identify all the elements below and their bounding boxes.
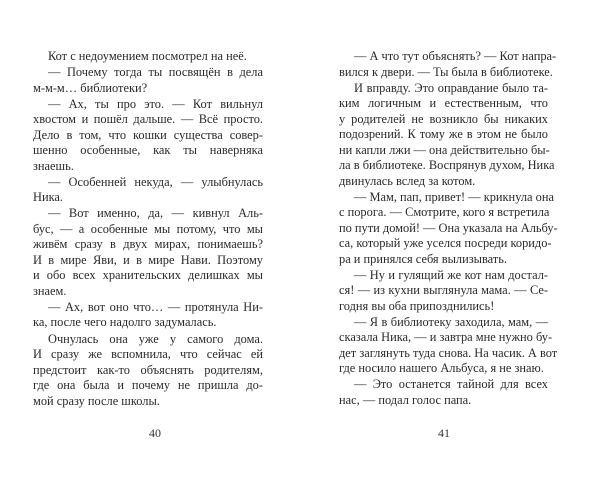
- text-line: где она была и почему не пришла до-: [33, 378, 263, 393]
- text-line: — А что тут объяснять? — Кот напра-: [354, 49, 557, 63]
- text-line: сказала Ника, — и завтра мне нужно бу-: [339, 330, 553, 345]
- right-page-text: [339, 49, 558, 409]
- text-line: двинулась вслед за котом.: [339, 173, 476, 188]
- text-line: ла в библиотеке. Воспрянув духом, Ника: [339, 158, 555, 173]
- text-line: — Особенней некуда, — улыбнулась: [48, 174, 263, 189]
- text-line: — Я в библиотеку заходила, мам, —: [354, 314, 548, 329]
- text-line: вился к двери. — Ты была в библиотеке.: [339, 64, 553, 79]
- text-line: — Ах, ты про это. — Кот вильнул: [48, 96, 263, 111]
- page-number-left: 40: [149, 426, 161, 440]
- text-line: с порога. — Смотрите, кого я встретила: [339, 205, 550, 220]
- text-line: предстоит как-то объяснять родителям,: [33, 362, 263, 377]
- text-line: ким логичным и естественным, что: [339, 96, 548, 111]
- text-line: — Вот именно, да, — кивнул Аль-: [48, 206, 263, 221]
- text-line: шенно особенные, как ты наверняка: [33, 143, 263, 158]
- text-line: подозрений. К тому же в этом не было: [339, 127, 548, 142]
- text-line: где носило нашего Альбуса, я не знаю.: [339, 361, 544, 376]
- page-number-right: 41: [438, 426, 450, 440]
- text-line: годня вы оба припозднились!: [339, 298, 495, 313]
- text-line: нас, — подал голос папа.: [339, 392, 472, 407]
- text-line: бус, — а особенные мы потому, что мы: [33, 221, 263, 236]
- text-line: — Мам, пап, привет! — крикнула она: [354, 189, 554, 204]
- text-line: ка, после чего надолго задумалась.: [33, 315, 217, 330]
- text-line: дет заглянуть туда снова. На часик. А вот: [339, 345, 558, 360]
- text-line: м-м-м… библиотеки?: [33, 80, 148, 95]
- text-line: — Это останется тайной для всех: [354, 377, 548, 392]
- text-line: Кот с недоумением посмотрел на неё.: [48, 49, 247, 63]
- text-line: знаем.: [33, 283, 67, 298]
- text-line: Очнулась она уже у самого дома.: [48, 331, 263, 346]
- text-line: живём сразу в двух мирах, понимаешь?: [33, 237, 263, 252]
- text-line: И сразу же вспомнила, что сейчас ей: [33, 347, 263, 362]
- text-line: — Почему тогда ты посвящён в дела: [48, 65, 263, 80]
- text-line: ра и принялся себя вылизывать.: [339, 251, 507, 266]
- text-line: знаешь.: [33, 158, 74, 173]
- text-line: ни капли лжи — она действительно бы-: [339, 142, 550, 157]
- text-line: по пути домой! — Она указала на Альбу-: [339, 220, 558, 235]
- text-line: — Ах, вот оно что… — протянула Ни-: [48, 299, 263, 314]
- text-line: И вправду. Это оправдание было та-: [354, 80, 548, 95]
- left-page-text: [33, 49, 263, 410]
- text-line: Дело в том, что кошки существа совер-: [33, 127, 263, 142]
- text-line: Ника.: [33, 190, 64, 205]
- text-line: — Ну и гулящий же кот нам достал-: [354, 267, 548, 282]
- text-line: са, который уже уселся посреди коридо-: [339, 236, 552, 251]
- text-line: мой сразу после школы.: [33, 393, 160, 408]
- text-line: И в мире Яви, и в мире Нави. Поэтому: [33, 252, 263, 267]
- text-line: ся! — из кухни выглянула мама. — Се-: [339, 283, 548, 298]
- text-line: и обо всех хранительских делишках мы: [33, 268, 263, 283]
- text-line: у родителей не возникло бы никаких: [339, 111, 548, 126]
- text-line: хвостом и пошёл дальше. — Всё просто.: [33, 112, 263, 127]
